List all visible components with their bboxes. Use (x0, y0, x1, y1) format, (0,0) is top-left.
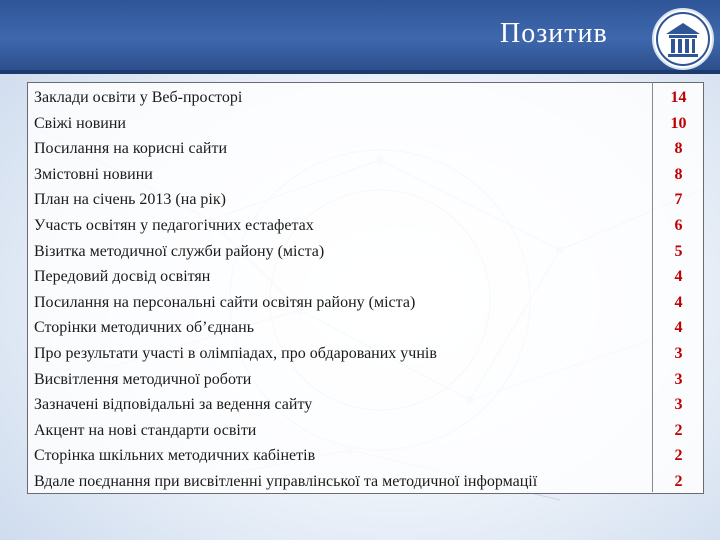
row-value: 3 (674, 345, 683, 362)
row-label: Передовий досвід освітян (34, 268, 211, 286)
row-value: 2 (674, 473, 683, 490)
row-label: Про результати участі в олімпіадах, про обдарованих учнів (34, 345, 437, 362)
row-value: 2 (674, 421, 683, 439)
table-row (28, 443, 703, 469)
row-label: Візитка методичної служби району (міста) (34, 242, 325, 260)
row-value: 3 (674, 396, 683, 414)
table-row (28, 187, 703, 213)
row-label: Участь освітян у педагогічних естафетах (34, 217, 314, 234)
row-label: Висвітлення методичної роботи (34, 370, 252, 388)
table-row (28, 162, 703, 188)
row-value: 4 (674, 268, 683, 286)
table-row (28, 264, 703, 290)
table-row (28, 290, 703, 316)
row-value: 5 (674, 242, 683, 260)
row-value: 8 (674, 165, 683, 183)
table-row (28, 85, 703, 111)
positives-table (27, 82, 704, 494)
table-row (28, 418, 703, 444)
table-row (28, 136, 703, 162)
university-logo-icon (652, 8, 714, 70)
table-row (28, 239, 703, 265)
row-label: Заклади освіти у Веб-просторі (34, 89, 243, 106)
header-bar (0, 0, 720, 74)
row-label: План на січень 2013 (на рік) (34, 191, 226, 209)
table-row (28, 367, 703, 393)
row-label: Посилання на корисні сайти (34, 140, 227, 158)
row-value: 6 (674, 217, 683, 234)
table-row (28, 111, 703, 137)
table-row (28, 341, 703, 367)
row-value: 10 (670, 114, 687, 132)
row-value: 4 (674, 319, 683, 337)
row-value: 2 (674, 447, 683, 465)
row-value: 3 (674, 370, 683, 388)
row-label: Сторінки методичних об’єднань (34, 319, 255, 337)
row-value: 7 (674, 191, 683, 209)
table-row (28, 213, 703, 239)
slide-title: Позитив (500, 18, 608, 49)
row-value: 8 (674, 140, 683, 158)
row-value: 14 (670, 89, 687, 106)
column-divider (652, 82, 653, 492)
row-label: Сторінка шкільних методичних кабінетів (34, 447, 316, 465)
table-row (28, 315, 703, 341)
row-label: Посилання на персональні сайти освітян району (міста) (34, 293, 416, 311)
table-row (28, 392, 703, 418)
row-label: Вдале поєднання при висвітленні управлінської та методичної інформації (34, 473, 538, 490)
table-row (28, 469, 703, 495)
row-label: Зазначені відповідальні за ведення сайту (34, 396, 313, 414)
row-label: Акцент на нові стандарти освіти (34, 421, 257, 439)
row-value: 4 (674, 293, 683, 311)
row-label: Свіжі новини (34, 114, 126, 132)
row-label: Змістовні новини (34, 165, 153, 183)
